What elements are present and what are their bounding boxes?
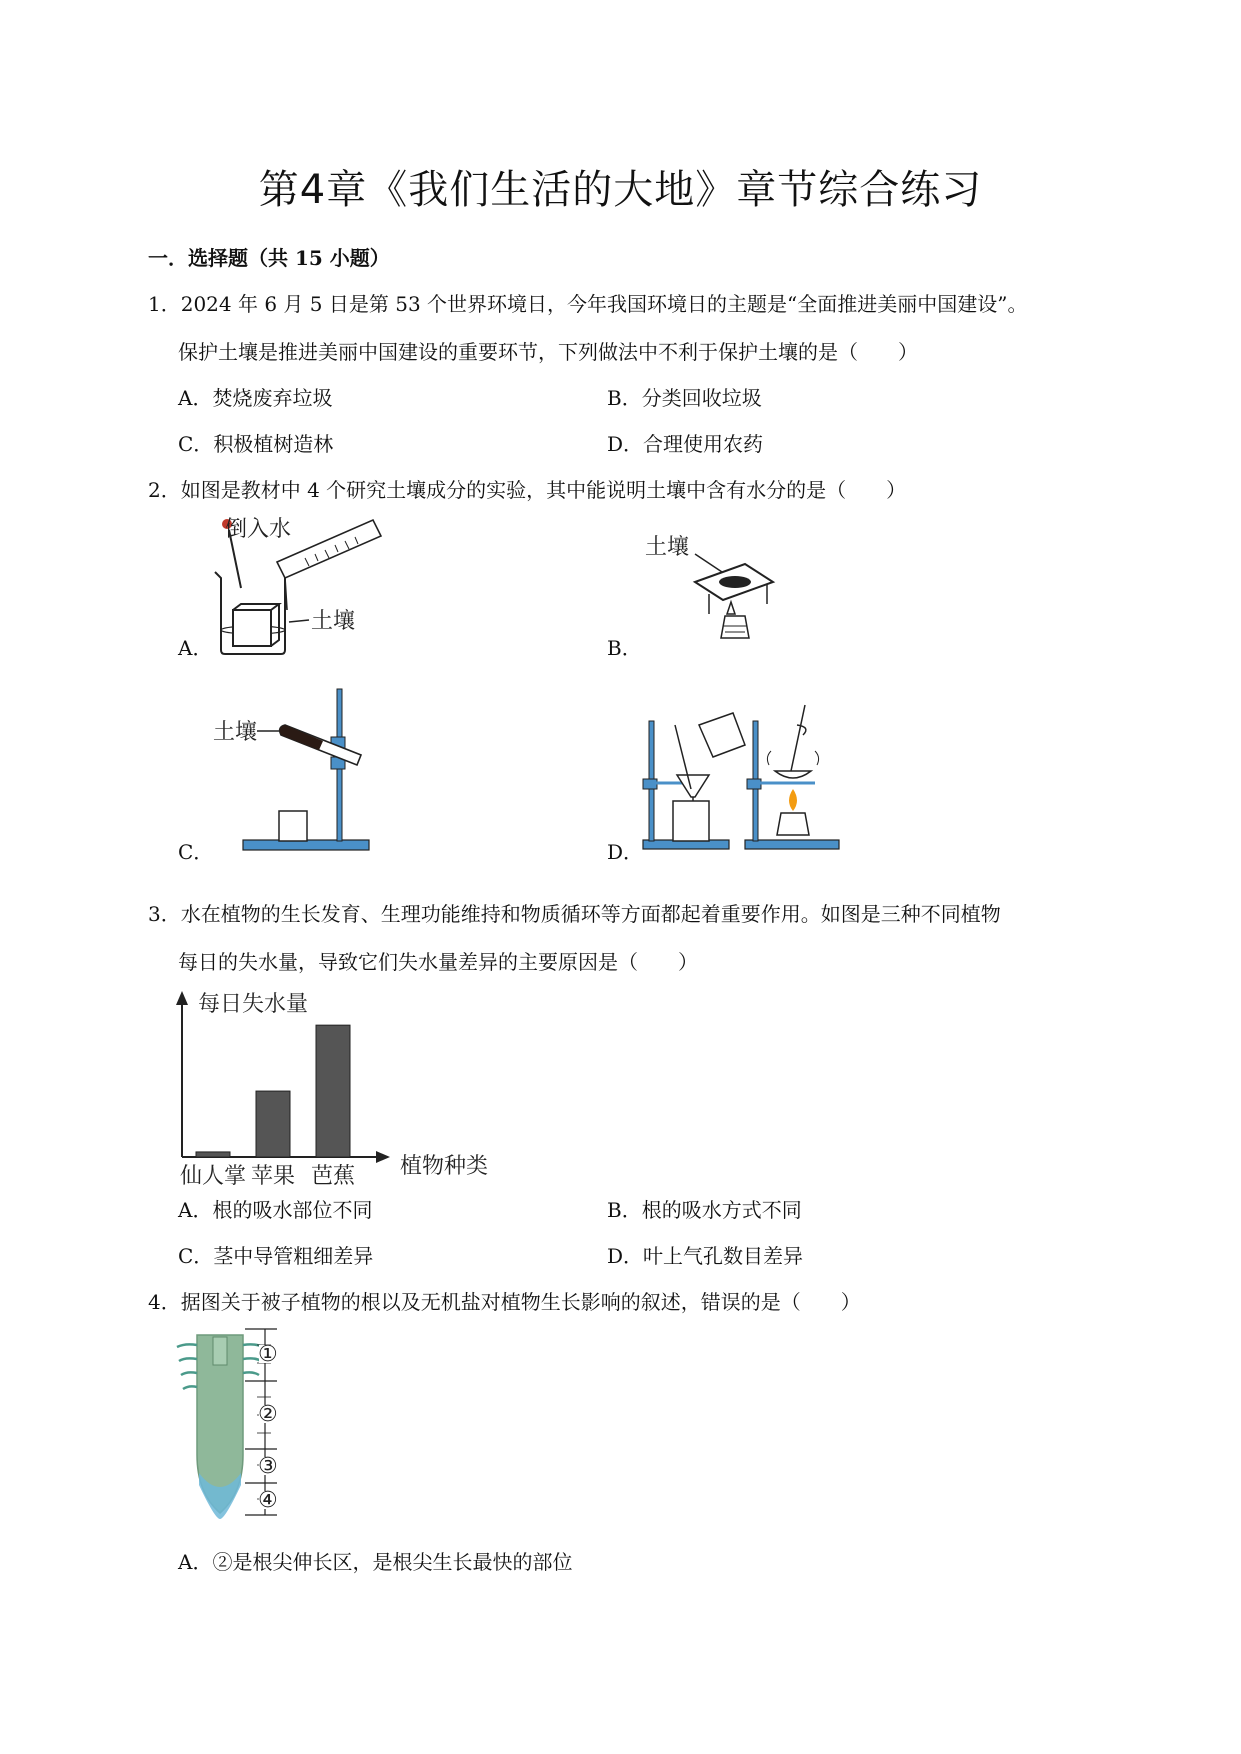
fig-label-soil: 土壤 bbox=[311, 609, 356, 634]
option-label: C． bbox=[178, 432, 214, 456]
option-label: C． bbox=[178, 1244, 214, 1268]
option-a-label[interactable]: A． bbox=[178, 636, 213, 660]
soil-sample-icon bbox=[719, 576, 751, 588]
option-a[interactable] bbox=[178, 382, 332, 411]
zone-label-2: ② bbox=[258, 1402, 278, 1427]
option-b[interactable] bbox=[607, 382, 762, 411]
water-loss-bar-chart bbox=[170, 985, 530, 1195]
question-4-line-1 bbox=[148, 1286, 861, 1315]
option-text: 合理使用农药 bbox=[643, 432, 764, 456]
x-axis-label: 植物种类 bbox=[400, 1154, 489, 1179]
funnel-icon bbox=[673, 775, 709, 841]
soil-heating-plate-figure bbox=[635, 530, 795, 650]
question-text: 如图是教材中 4 个研究土壤成分的实验，其中能说明土壤中含有水分的是（ ） bbox=[180, 478, 907, 502]
option-text: ②是根尖伸长区，是根尖生长最快的部位 bbox=[212, 1550, 573, 1574]
option-c-label[interactable]: C． bbox=[178, 840, 214, 864]
option-label: B． bbox=[607, 386, 642, 410]
option-text: 积极植树造林 bbox=[213, 432, 334, 456]
category-label-3: 芭蕉 bbox=[310, 1164, 356, 1189]
option-c[interactable] bbox=[178, 1240, 373, 1269]
question-3-line-2: 每日的失水量，导致它们失水量差异的主要原因是（ ） bbox=[178, 950, 698, 974]
option-label: D． bbox=[607, 432, 644, 456]
category-label-1: 仙人掌 bbox=[179, 1164, 247, 1189]
evaporating-dish-icon bbox=[767, 705, 818, 778]
bar-1 bbox=[196, 1152, 230, 1157]
option-label: D． bbox=[607, 1244, 644, 1268]
bar-2 bbox=[256, 1091, 290, 1157]
question-3-line-1 bbox=[148, 898, 1001, 927]
graduated-cylinder-icon bbox=[277, 520, 381, 610]
soil-test-tube-heating-figure bbox=[205, 685, 405, 865]
question-number: 2． bbox=[148, 478, 181, 502]
root-tip-figure bbox=[175, 1325, 295, 1525]
option-a[interactable] bbox=[178, 1546, 572, 1575]
option-label: A． bbox=[178, 386, 213, 410]
zone-label-3: ③ bbox=[258, 1454, 278, 1479]
y-axis-label: 每日失水量 bbox=[198, 992, 309, 1017]
question-number: 3． bbox=[148, 902, 181, 926]
question-text: 据图关于被子植物的根以及无机盐对植物生长影响的叙述，错误的是（ ） bbox=[180, 1290, 861, 1314]
section-heading: 一．选择题（共 15 小题） bbox=[148, 246, 390, 270]
question-text: 2024 年 6 月 5 日是第 53 个世界环境日，今年我国环境日的主题是“全面推进美丽中国建设”。 bbox=[180, 292, 1028, 316]
option-text: 分类回收垃圾 bbox=[641, 386, 762, 410]
fig-label-soil: 土壤 bbox=[213, 720, 258, 745]
option-b-label[interactable]: B． bbox=[607, 636, 642, 660]
option-text: 焚烧废弃垃圾 bbox=[212, 386, 333, 410]
option-label: A． bbox=[178, 1550, 213, 1574]
question-number: 1． bbox=[148, 292, 181, 316]
option-b[interactable] bbox=[607, 1194, 802, 1223]
option-c[interactable] bbox=[178, 428, 333, 457]
option-text: 茎中导管粗细差异 bbox=[213, 1244, 374, 1268]
question-2-line-1 bbox=[148, 474, 906, 503]
question-text: 水在植物的生长发育、生理功能维持和物质循环等方面都起着重要作用。如图是三种不同植物 bbox=[180, 902, 1001, 926]
y-axis bbox=[176, 991, 188, 1157]
fig-label-soil: 土壤 bbox=[645, 535, 690, 560]
option-label: B． bbox=[607, 1198, 642, 1222]
option-d[interactable] bbox=[607, 428, 763, 457]
bar-3 bbox=[316, 1025, 350, 1157]
question-1-line-2: 保护土壤是推进美丽中国建设的重要环节，下列做法中不利于保护土壤的是（ ） bbox=[178, 340, 918, 364]
zone-label-1: ① bbox=[258, 1342, 278, 1367]
option-a[interactable] bbox=[178, 1194, 372, 1223]
question-number: 4． bbox=[148, 1290, 181, 1314]
question-1-line-1 bbox=[148, 288, 1027, 317]
option-d[interactable] bbox=[607, 1240, 803, 1269]
fig-label-pour-water: 倒入水 bbox=[225, 517, 292, 542]
option-d-label[interactable]: D． bbox=[607, 840, 644, 864]
flame-icon bbox=[777, 789, 809, 835]
filtration-evaporation-figure bbox=[635, 685, 855, 865]
soil-water-beaker-figure bbox=[205, 510, 395, 660]
option-text: 叶上气孔数目差异 bbox=[643, 1244, 804, 1268]
root-tip-icon bbox=[177, 1335, 263, 1519]
category-label-2: 苹果 bbox=[250, 1164, 296, 1189]
zone-label-4: ④ bbox=[258, 1488, 278, 1513]
option-text: 根的吸水方式不同 bbox=[641, 1198, 802, 1222]
option-text: 根的吸水部位不同 bbox=[212, 1198, 373, 1222]
beaker-icon bbox=[215, 572, 285, 654]
page-title: 第4章《我们生活的大地》章节综合练习 bbox=[258, 167, 983, 213]
test-tube-icon bbox=[280, 725, 361, 765]
alcohol-lamp-icon bbox=[279, 811, 307, 841]
option-label: A． bbox=[178, 1198, 213, 1222]
